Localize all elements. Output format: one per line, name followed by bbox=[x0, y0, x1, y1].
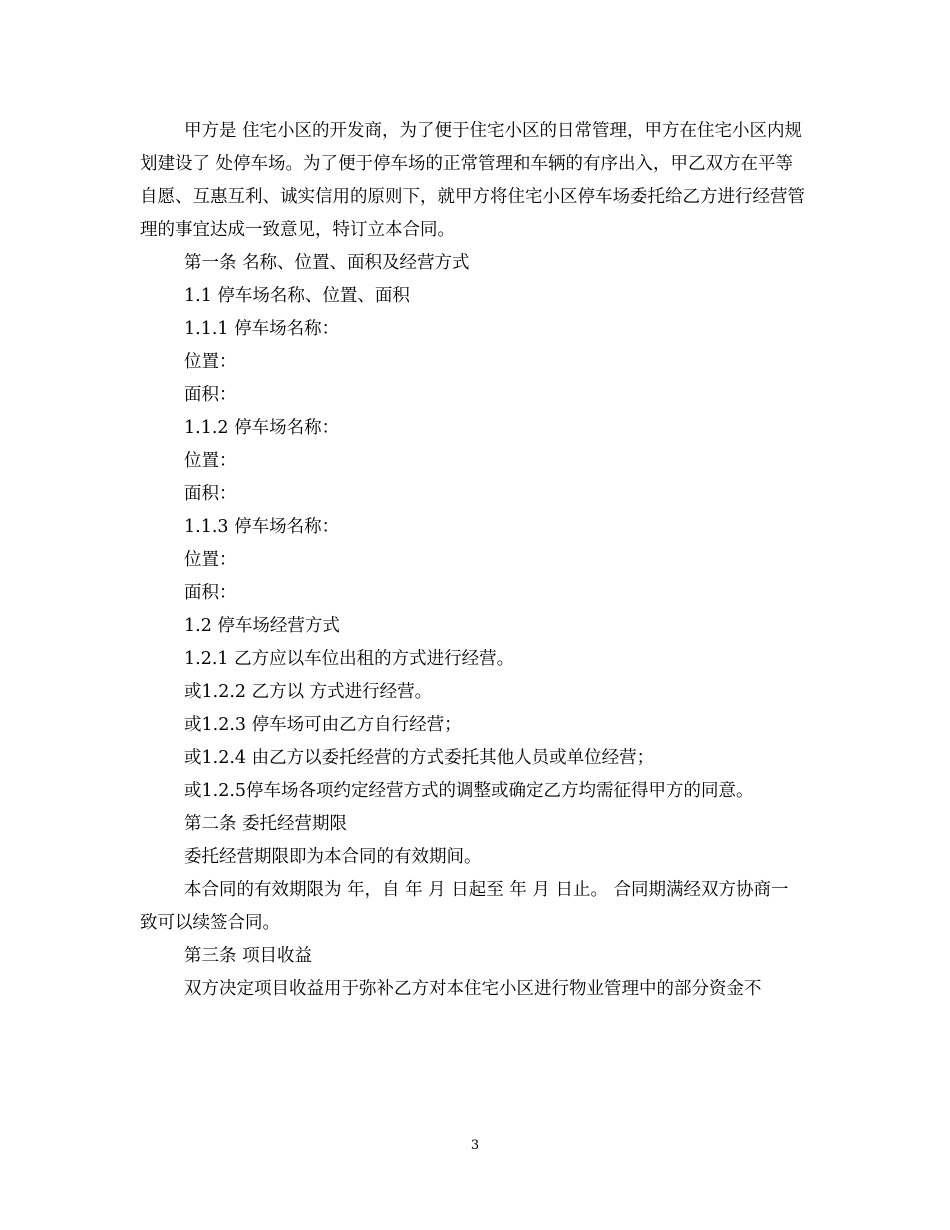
section-1-1-heading: 1.1 停车场名称、位置、面积 bbox=[184, 286, 410, 306]
article-2-term-definition: 委托经营期限即为本合同的有效期间。 bbox=[184, 847, 482, 867]
article-2-heading: 第二条 委托经营期限 bbox=[184, 814, 348, 834]
clause-1-2-2: 或1.2.2 乙方以 方式进行经营。 bbox=[184, 682, 433, 702]
paragraph-intro: 甲方是 住宅小区的开发商，为了便于住宅小区的日常管理，甲方在住宅小区内规划建设了 处停车场。为了便于停车场的正常管理和车辆的有序出入，甲乙双方在平等自愿、互惠互利、诚实信用的原则下，就甲方将住宅小区停车场委托给乙方进行经营管理的事宜达成一致意见，特订立本合同。 bbox=[140, 121, 805, 240]
parking-lot-1-name: 1.1.1 停车场名称： bbox=[184, 319, 340, 339]
article-3-heading: 第三条 项目收益 bbox=[184, 946, 313, 966]
parking-lot-2-name: 1.1.2 停车场名称： bbox=[184, 418, 340, 438]
clause-1-2-4: 或1.2.4 由乙方以委托经营的方式委托其他人员或单位经营； bbox=[184, 748, 655, 768]
article-1-heading: 第一条 名称、位置、面积及经营方式 bbox=[184, 253, 470, 273]
article-2-term-period: 本合同的有效期限为 年，自 年 月 日起至 年 月 日止。 合同期满经双方协商一致可以续签合同。 bbox=[140, 880, 789, 933]
clause-1-2-1: 1.2.1 乙方应以车位出租的方式进行经营。 bbox=[184, 649, 515, 669]
document-body bbox=[140, 115, 805, 1006]
parking-lot-1-location: 位置： bbox=[184, 352, 237, 372]
section-1-2-heading: 1.2 停车场经营方式 bbox=[184, 616, 340, 636]
clause-1-2-5: 或1.2.5停车场各项约定经营方式的调整或确定乙方均需征得甲方的同意。 bbox=[184, 781, 754, 801]
page-number: 3 bbox=[470, 1138, 480, 1153]
parking-lot-3-location: 位置： bbox=[184, 550, 237, 570]
article-3-body: 双方决定项目收益用于弥补乙方对本住宅小区进行物业管理中的部分资金不 bbox=[184, 979, 762, 999]
clause-1-2-3: 或1.2.3 停车场可由乙方自行经营； bbox=[184, 715, 462, 735]
parking-lot-2-location: 位置： bbox=[184, 451, 237, 471]
parking-lot-3-area: 面积： bbox=[184, 583, 237, 603]
parking-lot-2-area: 面积： bbox=[184, 484, 237, 504]
parking-lot-1-area: 面积： bbox=[184, 385, 237, 405]
parking-lot-3-name: 1.1.3 停车场名称： bbox=[184, 517, 340, 537]
